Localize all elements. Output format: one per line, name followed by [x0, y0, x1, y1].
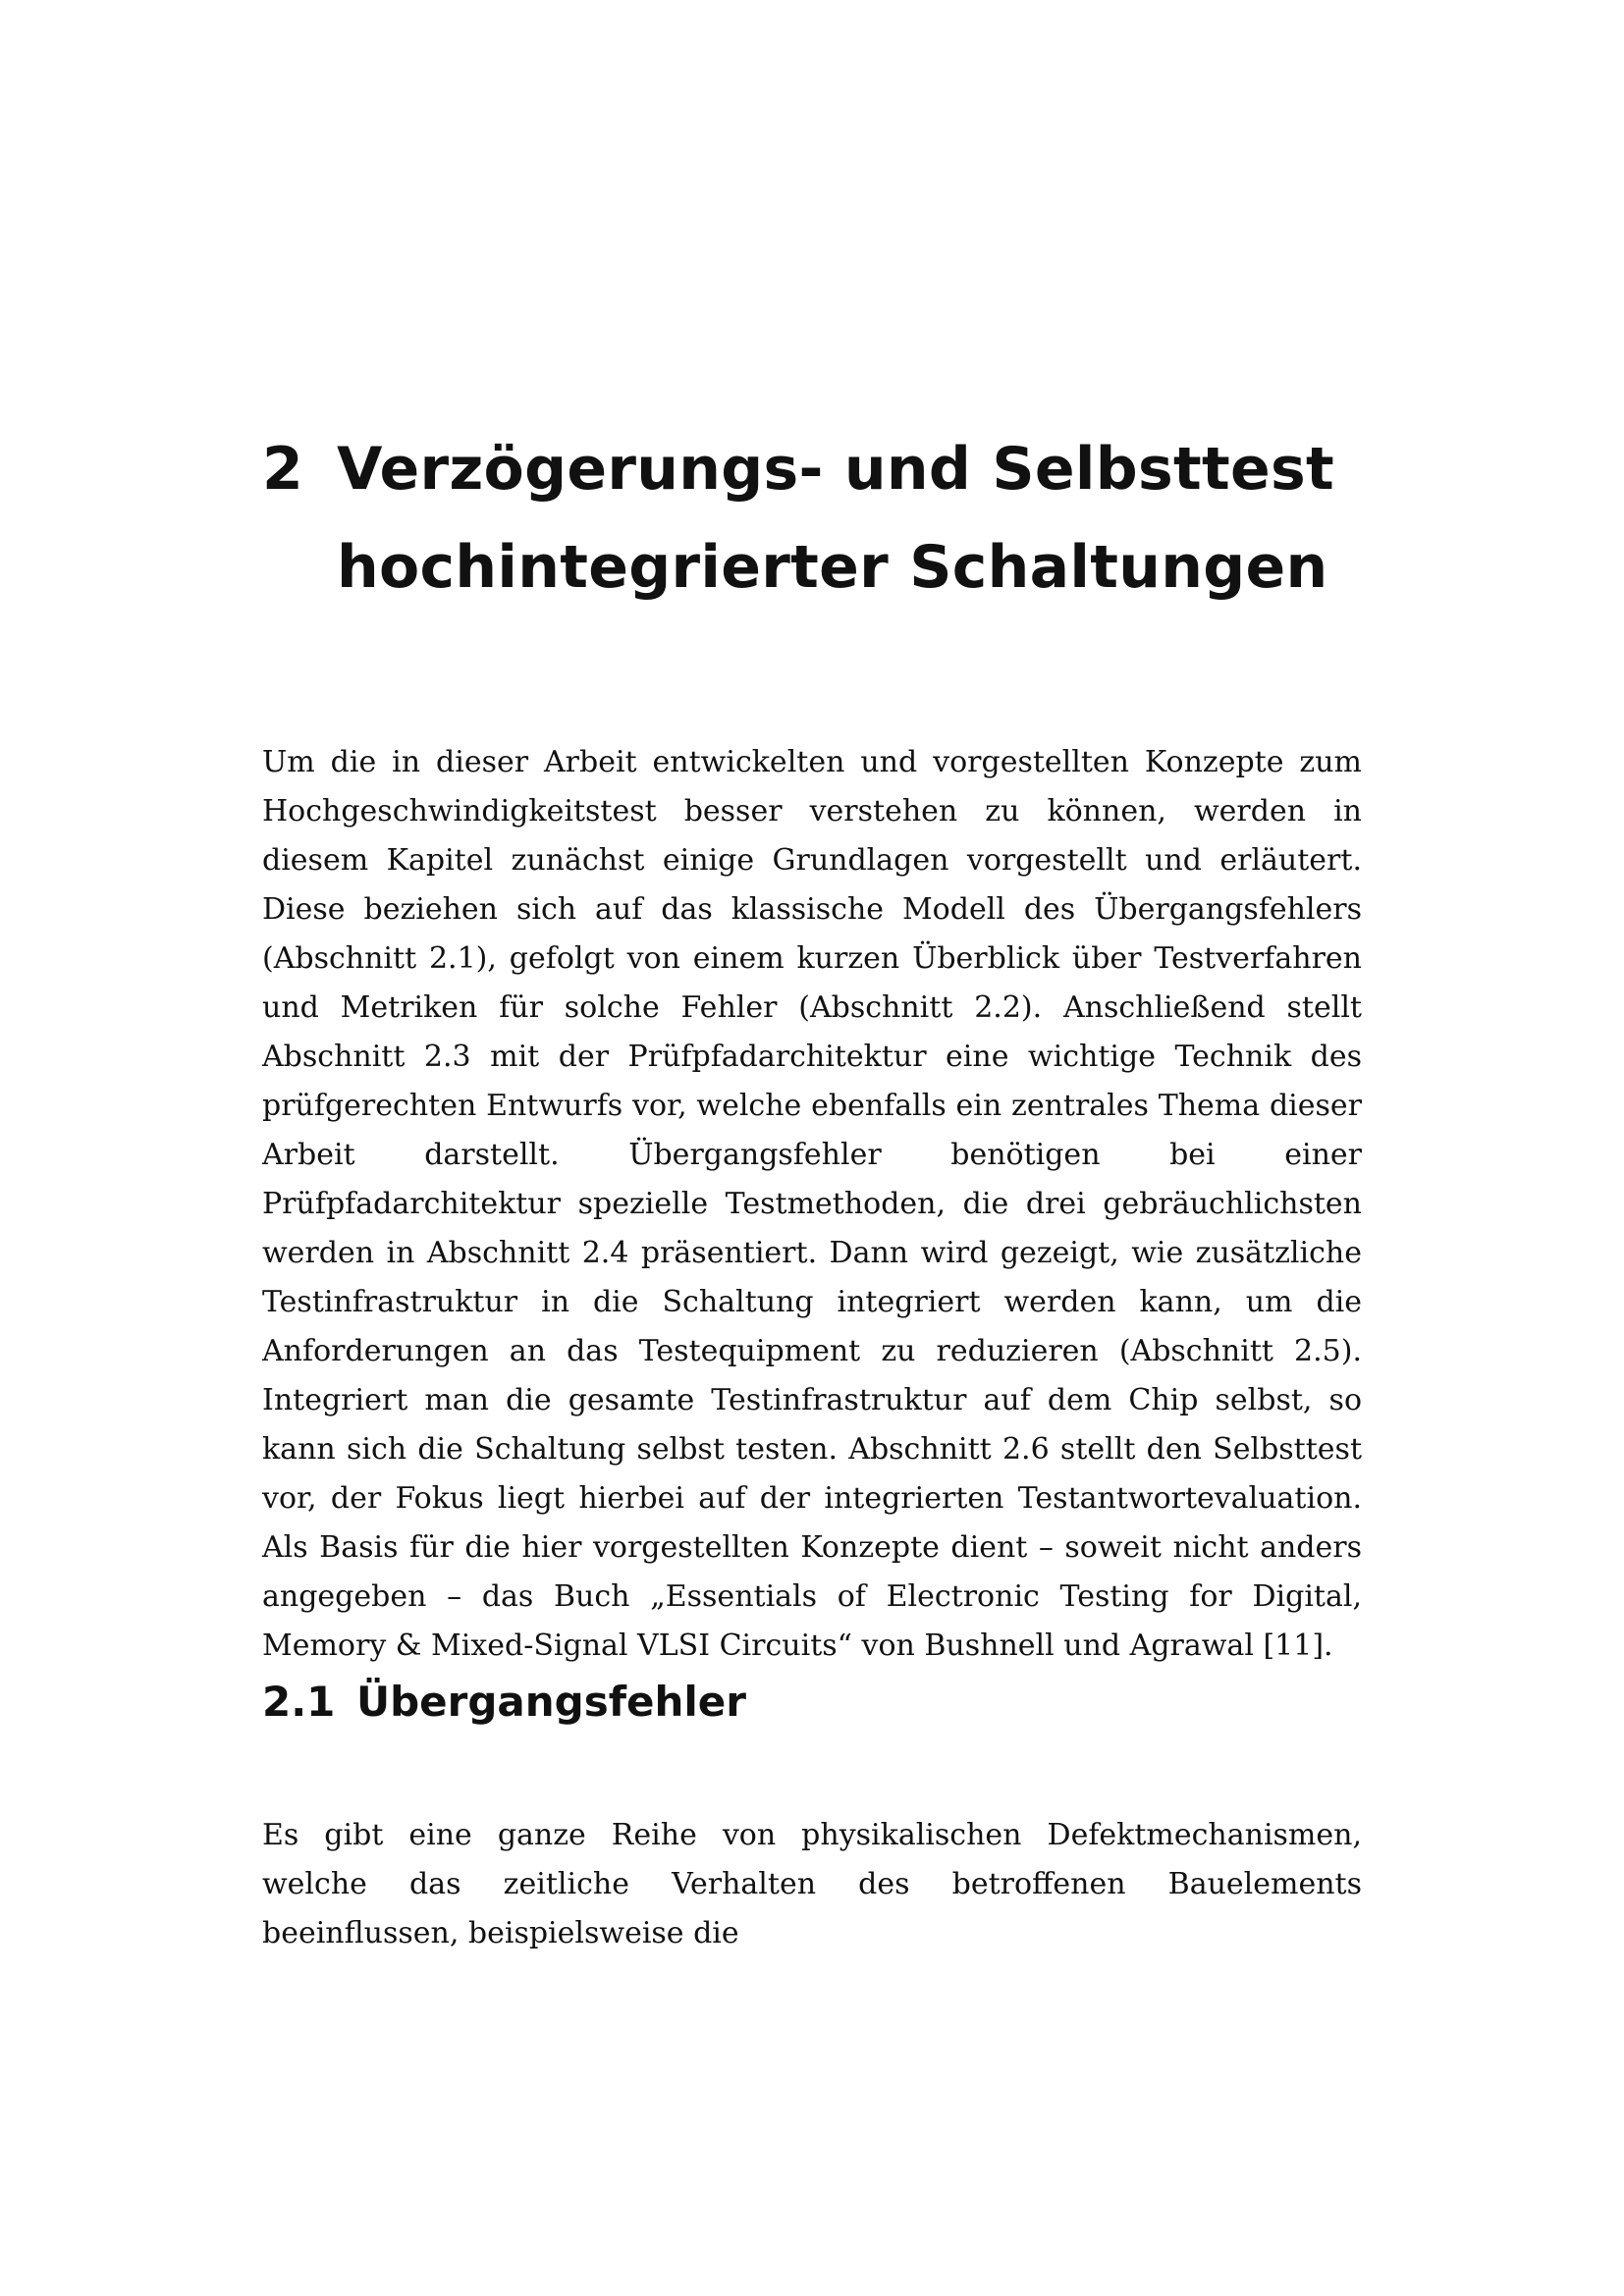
chapter-heading — [262, 420, 1391, 616]
section-title: Übergangsfehler — [356, 1678, 746, 1726]
intro-paragraph: Um die in dieser Arbeit entwickelten und vorgestellten Konzepte zum Hochgeschwindigkeitstest besser verstehen zu können, werden in diesem Kapitel zunächst einige Grundlagen vorgestellt und erläutert. Diese beziehen sich auf das klassische Modell des Übergangsfehlers (Abschnitt 2.1), gefolgt von einem kurzen Überblick über Testverfahren und Metriken für solche Fehler (Abschnitt 2.2). Anschließend stellt Abschnitt 2.3 mit der Prüfpfadarchitektur eine wichtige Technik des prüfgerechten Entwurfs vor, welche ebenfalls ein zentrales Thema dieser Arbeit darstellt. Übergangsfehler benötigen bei einer Prüfpfadarchitektur spezielle Testmethoden, die drei gebräuchlichsten werden in Abschnitt 2.4 präsentiert. Dann wird gezeigt, wie zusätzliche Testinfrastruktur in die Schaltung integriert werden kann, um die Anforderungen an das Testequipment zu reduzieren (Abschnitt 2.5). Integriert man die gesamte Testinfrastruktur auf dem Chip selbst, so kann sich die Schaltung selbst testen. Abschnitt 2.6 stellt den Selbsttest vor, der Fokus liegt hierbei auf der integrierten Testantwortevaluation. Als Basis für die hier vorgestellten Konzepte dient – soweit nicht anders angegeben – das Buch „Essentials of Electronic Testing for Digital, Memory & Mixed-Signal VLSI Circuits“ von Bushnell und Agrawal [11]. — [262, 745, 1362, 1663]
section-paragraph: Es gibt eine ganze Reihe von physikalischen Defektmechanismen, welche das zeitliche Verhalten des betroffenen Bauelements beeinflussen, beispielsweise die — [262, 1818, 1362, 1950]
chapter-title: Verzögerungs- und Selbsttest hochintegrierter Schaltungen — [337, 435, 1334, 602]
chapter-number: 2 — [262, 435, 304, 504]
section-heading — [262, 1673, 746, 1732]
section-number: 2.1 — [262, 1678, 336, 1726]
